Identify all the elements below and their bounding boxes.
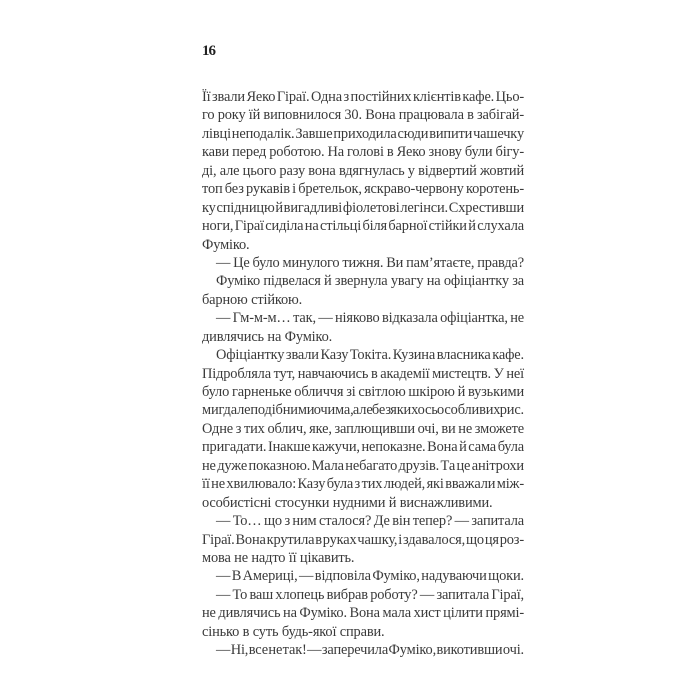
text-line — [202, 512, 524, 530]
text-line — [202, 420, 524, 438]
text-line — [202, 531, 524, 549]
text-line-content: — То ваш хлопець вибрав роботу? — запитала Гіраї, — [216, 586, 524, 603]
text-line-content: Гіраї. Вона крутила в руках чашку, і здавалося, що ця роз- — [202, 531, 524, 548]
text-line-content: було гарненьке обличчя зі світлою шкірою й вузькими — [202, 384, 524, 400]
text-line — [202, 106, 524, 124]
text-line-content: ку спідницю й вигадливі фіолетові легінси. Схрестивши — [202, 199, 524, 216]
text-line: барною стійкою. — [202, 291, 303, 308]
text-line — [202, 88, 524, 106]
text-line — [202, 180, 524, 198]
text-line — [202, 383, 524, 401]
text-line: Фуміко. — [202, 236, 250, 253]
text-line — [202, 365, 524, 383]
text-line-content: лівці неподалік. Завше приходила сюди випити чашечку — [202, 125, 524, 142]
text-line — [202, 401, 524, 419]
text-line-content: пригадати. Інакше кажучи, непоказне. Вона й сама була — [202, 439, 524, 456]
text-line — [202, 143, 524, 161]
text-line: дивлячись на Фуміко. — [202, 328, 333, 345]
text-line-content: — Ні, все не так! — заперечила Фуміко, викотивши очі. — [216, 642, 524, 659]
text-line — [202, 586, 524, 604]
text-line-content: її не хвилювало: Казу була з тих людей, які вважали між- — [202, 476, 524, 493]
text-line-content: — То… що з ним сталося? Де він тепер? — запитала — [216, 513, 524, 530]
text-line — [202, 475, 524, 493]
text-line — [202, 567, 524, 585]
text-line: сінько в суть будь-якої справи. — [202, 623, 385, 640]
text-line: особистісні стосунки нудними й виснажливими. — [202, 494, 493, 511]
text-line-content: ноги, Гіраї сиділа на стільці біля барної стійки й слухала — [202, 218, 524, 235]
page-number: 16 — [202, 43, 215, 59]
text-line-content: не дивлячись на Фуміко. Вона мала хист цілити прямі- — [202, 605, 524, 622]
text-line — [202, 346, 524, 364]
text-line — [202, 254, 524, 272]
text-line-content: Підробляла тут, навчаючись в академії мистецтв. У неї — [202, 365, 524, 382]
text-line — [202, 309, 524, 327]
text-line-content: мигдалеподібними очима, але без якихось особливих рис. — [202, 402, 524, 419]
text-line — [202, 199, 524, 217]
text-line — [202, 457, 524, 475]
body-text — [202, 88, 524, 660]
text-line-content: топ без рукавів і бретельок, яскраво-червону коротень- — [202, 181, 524, 198]
text-line — [202, 604, 524, 622]
text-line-content: Фуміко підвелася й звернула увагу на офіціантку за — [216, 273, 524, 290]
text-line — [202, 641, 524, 659]
text-line — [202, 125, 524, 143]
text-line-content: Одне з тих облич, яке, заплющивши очі, ви не зможете — [202, 420, 524, 437]
text-line: мова не надто її цікавить. — [202, 549, 355, 566]
text-line-content: ді, але цього разу вона вдягнулась у відвертий жовтий — [202, 162, 524, 179]
text-line-content: — В Америці, — відповіла Фуміко, надуваючи щоки. — [216, 568, 524, 585]
text-line — [202, 217, 524, 235]
text-line — [202, 162, 524, 180]
text-line — [202, 438, 524, 456]
text-line-content: Її звали Яеко Гіраї. Одна з постійних клієнтів кафе. Цьо- — [202, 89, 525, 105]
text-line-content: не дуже показною. Мала небагато друзів. Та це анітрохи — [202, 457, 524, 474]
text-line-content: — Гм-м-м… так, — ніяково відказала офіціантка, не — [216, 310, 524, 327]
text-line-content: кави перед роботою. На голові в Яеко знову були бігу- — [202, 144, 524, 161]
text-line-content: Офіціантку звали Казу Токіта. Кузина власника кафе. — [216, 347, 524, 364]
text-line-content: го року їй виповнилося 30. Вона працювала в забігай- — [202, 107, 524, 124]
text-line-content: — Це було минулого тижня. Ви пам’ятаєте, правда? — [216, 254, 524, 271]
text-line — [202, 272, 524, 290]
